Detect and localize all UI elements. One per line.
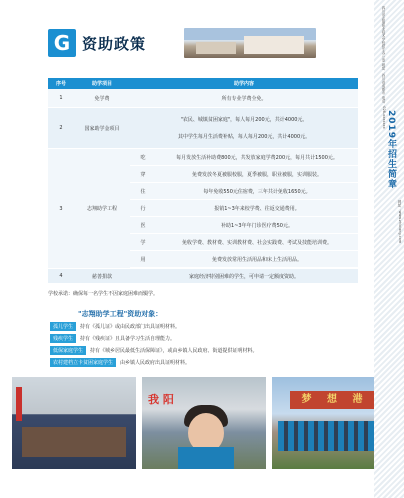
sub-value: 免收学费、教材费、实训教材费、社会实践费、考试及技能培训费。	[181, 239, 332, 246]
row-subtable	[130, 149, 358, 268]
table-row	[48, 89, 358, 108]
subrow	[130, 149, 358, 166]
item-text: 由乡镇人民政府出具证明材料。	[120, 360, 191, 366]
list-item	[50, 334, 175, 343]
item-text: 持有《残疾证》且具备学习生活自理能力。	[80, 336, 176, 342]
row-no: 2	[59, 125, 63, 131]
table-header	[48, 78, 358, 89]
row-no: 4	[59, 273, 63, 279]
row-no: 1	[59, 95, 63, 101]
aid-table	[48, 78, 358, 284]
sub-value: 免费发放冬夏被服校服，夏季被服，职业被服，实训服装。	[191, 171, 322, 178]
list-item	[50, 358, 190, 367]
subrow	[130, 166, 358, 183]
header-project: 助学项目	[91, 81, 112, 87]
sub-key: 行	[140, 205, 146, 212]
side-website-text: 网址：www.zhixiang.com	[398, 200, 402, 244]
item-tag: 农村建档立卡贫困家庭学生	[50, 358, 116, 367]
campus-banner-image	[184, 28, 316, 58]
sub-value: 每年免收550元住宿费，三年共计免收1650元。	[203, 188, 311, 195]
item-text: 持有《孤儿证》或由民政部门出具证明材料。	[80, 324, 181, 330]
item-tag: 低保家庭学生	[50, 346, 86, 355]
section-badge: G	[48, 29, 76, 57]
sub-key: 穿	[140, 171, 146, 178]
sub-key: 医	[140, 222, 146, 229]
subrow	[130, 251, 358, 268]
sub-value: 补助1~3年年门诊医疗费50元。	[221, 222, 293, 229]
subrow	[130, 183, 358, 200]
side-title: 2019年招生简章	[386, 110, 396, 190]
sub-key: 学	[140, 239, 146, 246]
item-tag: 孤儿学生	[50, 322, 76, 331]
row-content: 所有专业学费全免。	[221, 95, 267, 102]
classroom-photo	[12, 377, 136, 469]
sub-value: 免费发放常用生活用品和床上生活用品。	[211, 256, 302, 263]
side-banner	[374, 0, 404, 498]
row-no: 3	[59, 205, 63, 212]
section-title: "志翔助学工程"资助对象：	[78, 310, 163, 318]
row-name: 慈善捐款	[91, 273, 112, 280]
item-tag: 残疾学生	[50, 334, 76, 343]
subrow	[130, 200, 358, 217]
sub-value: 每月发放生活补助费800元，共发放家庭学费200元，每月共计1500元。	[176, 154, 338, 161]
school-pledge-note: 学校承诺：确保每一名学生不因家庭困难而辍学。	[48, 291, 159, 297]
sub-value: 报销1~3年来校学费、往返交通费用。	[214, 205, 300, 212]
section-header	[48, 26, 316, 60]
row-content-line: 其中学生每月生活费补贴，每人每月200元，共计4000元。	[177, 134, 311, 140]
sub-key: 住	[140, 188, 146, 195]
sub-key: 用	[140, 256, 146, 263]
page-title: 资助政策	[82, 34, 147, 53]
row-name: 志翔助学工程	[86, 206, 117, 212]
student-portrait-photo	[142, 377, 266, 469]
row-name: 免学费	[94, 95, 110, 102]
list-item	[50, 346, 258, 355]
table-row	[48, 108, 358, 149]
subrow	[130, 217, 358, 234]
photo-sign-text: 我 阳	[148, 393, 174, 406]
table-row	[48, 149, 358, 269]
subrow	[130, 234, 358, 251]
side-contact-text: 四川省志翔职业技术学校招生办公室 地址：四川省成都市 电话：028-xxxxxxx	[382, 6, 386, 129]
item-text: 持有《城乡居民最低生活保障证》，或由乡镇人民政府、街道提供证明材料。	[90, 348, 258, 354]
table-row	[48, 269, 358, 284]
sub-key: 吃	[140, 154, 146, 161]
list-item	[50, 322, 180, 331]
row-content-line: "农民、城镇贫困家庭"，每人每月200元，共计4000元。	[180, 117, 308, 123]
header-content: 助学内容	[233, 81, 254, 87]
row-content	[130, 116, 358, 140]
photo-arch-text: 梦 想 港	[290, 391, 380, 409]
row-name: 国家助学金项目	[84, 125, 120, 132]
header-no: 序号	[55, 81, 66, 87]
row-content: 家庭经济特别困难的学生，可申请一定额度资助。	[188, 273, 299, 280]
